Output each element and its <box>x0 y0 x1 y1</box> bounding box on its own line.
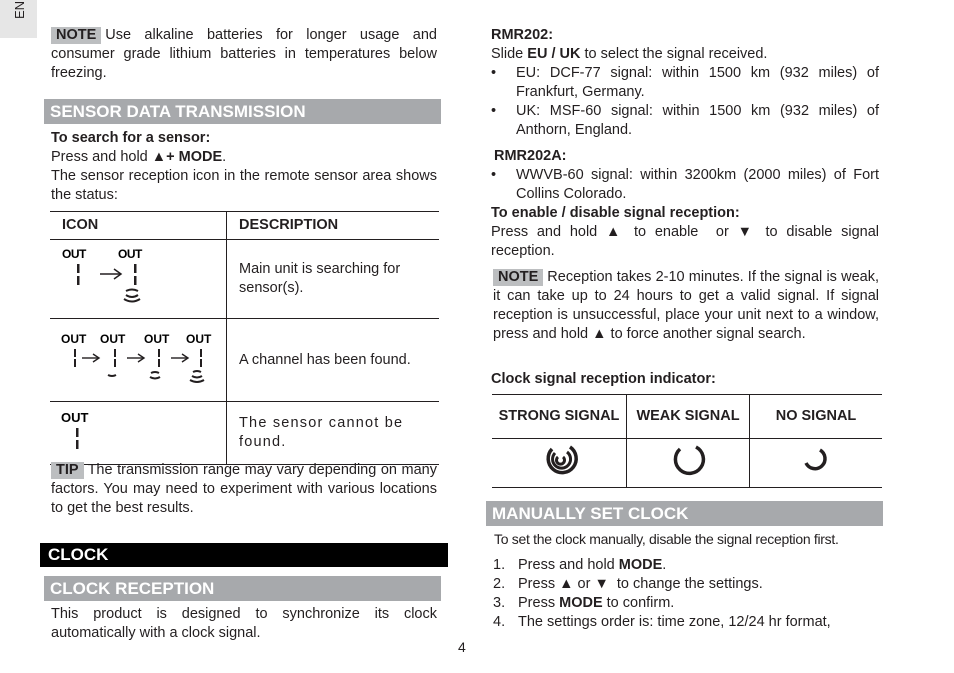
tip-badge: TIP <box>51 462 84 479</box>
note-badge: NOTE <box>51 27 101 44</box>
section-header-sensor: SENSOR DATA TRANSMISSION <box>44 99 441 124</box>
list-item: • UK: MSF-60 signal: within 1500 km (932 miles) of Anthorn, England. <box>491 102 879 140</box>
search-heading: To search for a sensor: <box>51 130 211 146</box>
reception-text: The sensor reception icon in the remote sensor area shows the status: <box>51 168 437 203</box>
list-item: 2. Press ▲ or ▼ to change the settings. <box>493 576 763 592</box>
search-sensor-block <box>51 129 437 205</box>
list-item: 4. The settings order is: time zone, 12/24 hr format, <box>493 614 831 630</box>
list-item: • WWVB-60 signal: within 3200km (2000 miles) of Fort Collins Colorado. <box>491 166 879 204</box>
note-badge: NOTE <box>493 269 543 286</box>
signal-indicator-table <box>492 394 882 488</box>
rmr202a-block <box>494 147 879 166</box>
out-label: OUT <box>62 247 86 261</box>
svg-text:OUT: OUT <box>100 332 126 346</box>
up-arrow-icon: ▲ <box>151 149 167 165</box>
up-arrow-icon: ▲ <box>606 224 626 240</box>
weak-signal-header: WEAK SIGNAL <box>627 395 750 439</box>
rmr202-bullets <box>491 64 879 140</box>
rmr202a-title: RMR202A: <box>494 148 567 164</box>
enable-heading: To enable / disable signal reception: <box>491 205 740 221</box>
row-description: The sensor cannot be found. <box>227 402 440 465</box>
down-arrow-icon: ▼ <box>594 576 609 592</box>
language-label: EN <box>12 0 27 19</box>
sensor-status-table <box>50 211 439 465</box>
out-label: OUT <box>118 247 142 261</box>
table-row <box>50 402 439 465</box>
strong-signal-icon <box>492 439 627 488</box>
rmr202a-bullets <box>491 166 879 204</box>
clock-reception-text: This product is designed to synchronize its clock automatically with a clock signal. <box>51 606 437 641</box>
row-description: A channel has been found. <box>227 319 440 402</box>
svg-text:OUT: OUT <box>144 332 170 346</box>
slide-instruction: Slide EU / UK to select the signal received. <box>491 46 768 62</box>
page-number: 4 <box>458 639 466 655</box>
up-arrow-icon: ▲ <box>559 576 574 592</box>
enable-text: Press and hold ▲ to enable or ▼ to disable signal reception. <box>491 224 880 259</box>
list-item: 3. Press MODE to confirm. <box>493 595 675 611</box>
table-row <box>50 319 439 402</box>
note-text: Reception takes 2-10 minutes. If the signal is weak, it can take up to 24 hours to get a valid signal. If signal reception is unsuccessful, place your unit next to a window, press and hold <box>493 269 879 342</box>
tip-text: The transmission range may vary depending on many factors. You may need to experiment with various locations to get the best results. <box>51 462 437 516</box>
rmr202a-list-wrap <box>491 166 879 204</box>
list-item: • EU: DCF-77 signal: within 1500 km (932 miles) of Frankfurt, Germany. <box>491 64 879 102</box>
no-signal-icon <box>750 439 883 488</box>
note-text: Use alkaline batteries for longer usage and consumer grade lithium batteries in temperatures below freezing. <box>51 27 437 81</box>
list-item: 1. Press and hold MODE. <box>493 557 667 573</box>
rmr202-block <box>491 26 879 140</box>
section-header-manual-clock: MANUALLY SET CLOCK <box>486 501 883 526</box>
col-header-icon: ICON <box>50 212 227 240</box>
table-row <box>50 240 439 319</box>
channel-found-icon <box>50 319 227 402</box>
indicator-heading: Clock signal reception indicator: <box>491 371 716 387</box>
col-header-description: DESCRIPTION <box>227 212 440 240</box>
note-reception: NOTE Reception takes 2-10 minutes. If the signal is weak, it can take up to 24 hours to get a valid signal. If signal reception is unsuccessful, place your unit next to a window, press and hold ▲ to force another signal search. <box>493 269 879 342</box>
down-arrow-icon: ▼ <box>737 224 757 240</box>
up-arrow-icon: ▲ <box>592 326 607 342</box>
rmr202-title: RMR202: <box>491 27 554 43</box>
svg-text:OUT: OUT <box>61 332 87 346</box>
manual-steps <box>491 556 879 632</box>
searching-icon <box>50 240 227 319</box>
tip-transmission <box>51 461 437 518</box>
language-tab <box>0 0 37 38</box>
row-description: Main unit is searching for sensor(s). <box>227 240 440 319</box>
press-hold-instruction: Press and hold ▲+ MODE. <box>51 149 227 165</box>
weak-signal-icon <box>627 439 750 488</box>
no-signal-header: NO SIGNAL <box>750 395 883 439</box>
not-found-icon <box>50 402 227 465</box>
note-battery <box>51 26 437 83</box>
strong-signal-header: STRONG SIGNAL <box>492 395 627 439</box>
manual-intro: To set the clock manually, disable the signal reception first. <box>494 531 839 547</box>
enable-block <box>491 204 879 261</box>
section-header-clock-reception: CLOCK RECEPTION <box>44 576 441 601</box>
section-header-clock: CLOCK <box>40 543 448 567</box>
svg-text:OUT: OUT <box>186 332 212 346</box>
svg-text:OUT: OUT <box>61 410 89 425</box>
